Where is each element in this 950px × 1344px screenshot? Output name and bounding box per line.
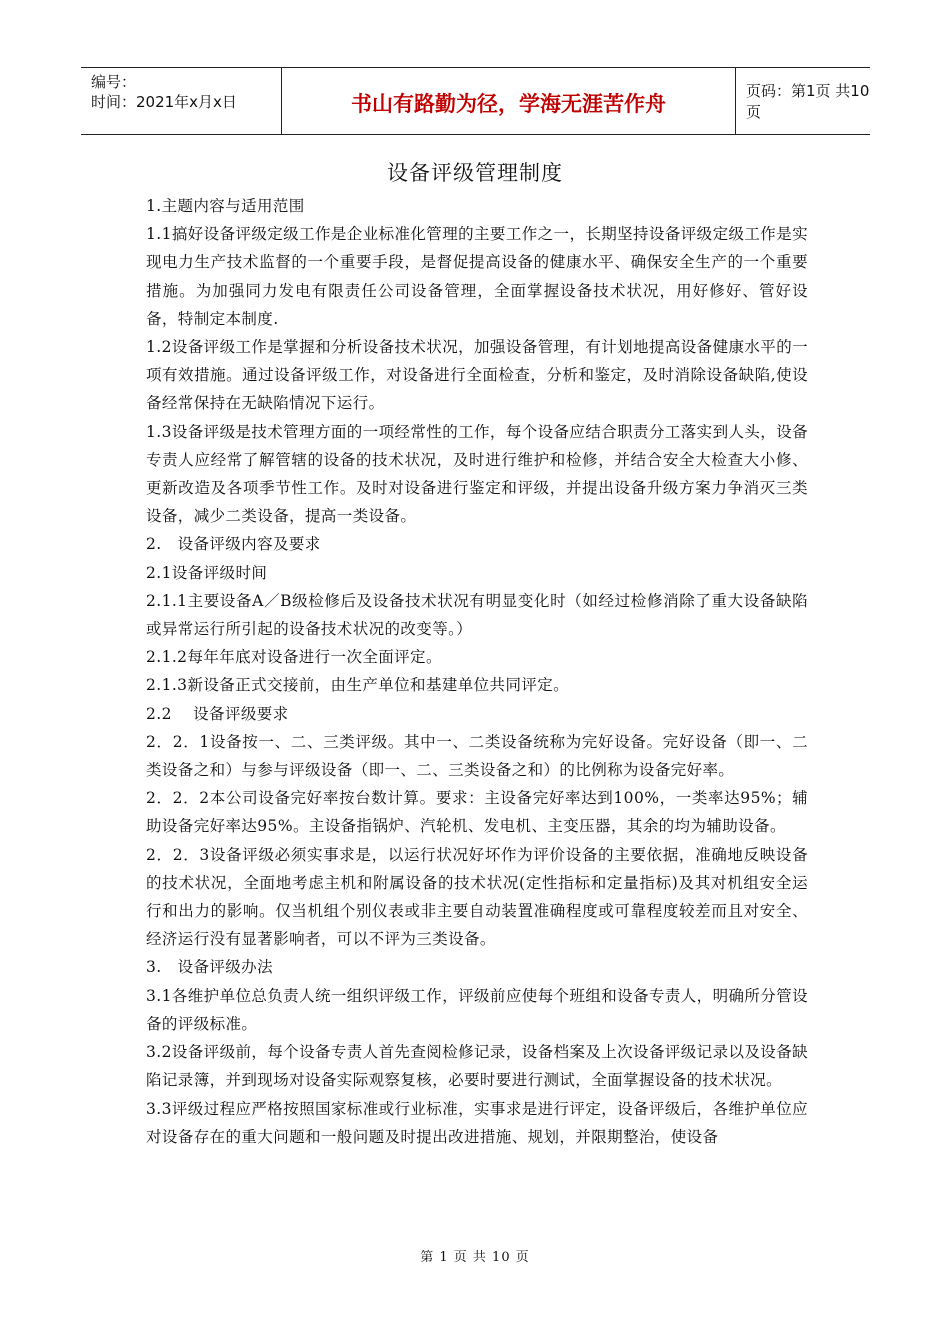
page-info-cell [736,68,870,134]
motto-cell [282,68,736,134]
paragraph: 2．2．3设备评级必须实事求是，以运行状况好坏作为评价设备的主要依据，准确地反映设备的技术状况，全面地考虑主机和附属设备的技术状况(定性指标和定量指标)及其对机组安全运行和出力的影响。仅当机组个别仪表或非主要自动装置准确程度或可靠程度较差而且对安全、经济运行没有显著影响者，可以不评为三类设备。 [146,845,808,949]
paragraph: 3.3评级过程应严格按照国家标准或行业标准，实事求是进行评定，设备评级后，各维护单位应对设备存在的重大问题和一般问题及时提出改进措施、规划，并限期整治，使设备 [146,1099,808,1146]
paragraph: 3.1各维护单位总负责人统一组织评级工作，评级前应使每个班组和设备专责人，明确所分管设备的评级标准。 [146,986,808,1033]
paragraph: 2.1.2每年年底对设备进行一次全面评定。 [146,648,442,667]
motto-text: 书山有路勤为径，学海无涯苦作舟 [351,92,666,116]
paragraph: 1.2设备评级工作是掌握和分析设备技术状况，加强设备管理，有计划地提高设备健康水平的一项有效措施。通过设备评级工作，对设备进行全面检查，分析和鉴定，及时消除设备缺陷,使设备经常保持在无缺陷情况下运行。 [146,338,808,413]
paragraph: 3.2设备评级前，每个设备专责人首先查阅检修记录，设备档案及上次设备评级记录以及设备缺陷记录簿，并到现场对设备实际观察复核，必要时要进行测试，全面掌握设备的技术状况。 [146,1043,808,1090]
number-label: 编号： [91,73,137,91]
paragraph: 2．2．1设备按一、二、三类评级。其中一、二类设备统称为完好设备。完好设备（即一、二类设备之和）与参与评级设备（即一、二、三类设备之和）的比例称为设备完好率。 [146,732,808,780]
paragraph: 2．2．2本公司设备完好率按台数计算。要求：主设备完好率达到100%，一类率达95%；辅助设备完好率达95%。主设备指锅炉、汽轮机、发电机、主变压器，其余的均为辅助设备。 [146,789,808,836]
paragraph: 2.1.1主要设备A／B级检修后及设备技术状况有明显变化时（如经过检修消除了重大设备缺陷或异常运行所引起的设备技术状况的改变等。） [146,591,808,639]
page-info-text: 页码：第1页 共10页 [746,82,870,121]
paragraph: 2.2 设备评级要求 [146,704,289,723]
paragraph: 2.1.3新设备正式交接前，由生产单位和基建单位共同评定。 [146,676,570,695]
paragraph: 1.主题内容与适用范围 [146,197,305,215]
paragraph: 2.1设备评级时间 [146,563,268,582]
paragraph: 3. 设备评级办法 [146,958,273,977]
document-body [146,192,808,1151]
paragraph: 1.3设备评级是技术管理方面的一项经常性的工作，每个设备应结合职责分工落实到人头，设备专责人应经常了解管辖的设备的技术状况，及时进行维护和检修，并结合安全大检查大小修、更新改造及各项季节性工作。及时对设备进行鉴定和评级，并提出设备升级方案力争消灭三类设备，减少二类设备，提高一类设备。 [146,422,808,526]
header-meta-cell [81,68,282,134]
paragraph: 1.1搞好设备评级定级工作是企业标准化管理的主要工作之一，长期坚持设备评级定级工作是实现电力生产技术监督的一个重要手段，是督促提高设备的健康水平、确保安全生产的一个重要措施。为加强同力发电有限责任公司设备管理，全面掌握设备技术状况，用好修好、管好设备，特制定本制度. [146,225,808,328]
document-title: 设备评级管理制度 [387,161,563,185]
date-label: 时间：2021年x月x日 [91,93,237,111]
header-table [81,67,870,135]
page-footer: 第 1 页 共 10 页 [420,1250,530,1265]
paragraph: 2. 设备评级内容及要求 [146,535,321,554]
